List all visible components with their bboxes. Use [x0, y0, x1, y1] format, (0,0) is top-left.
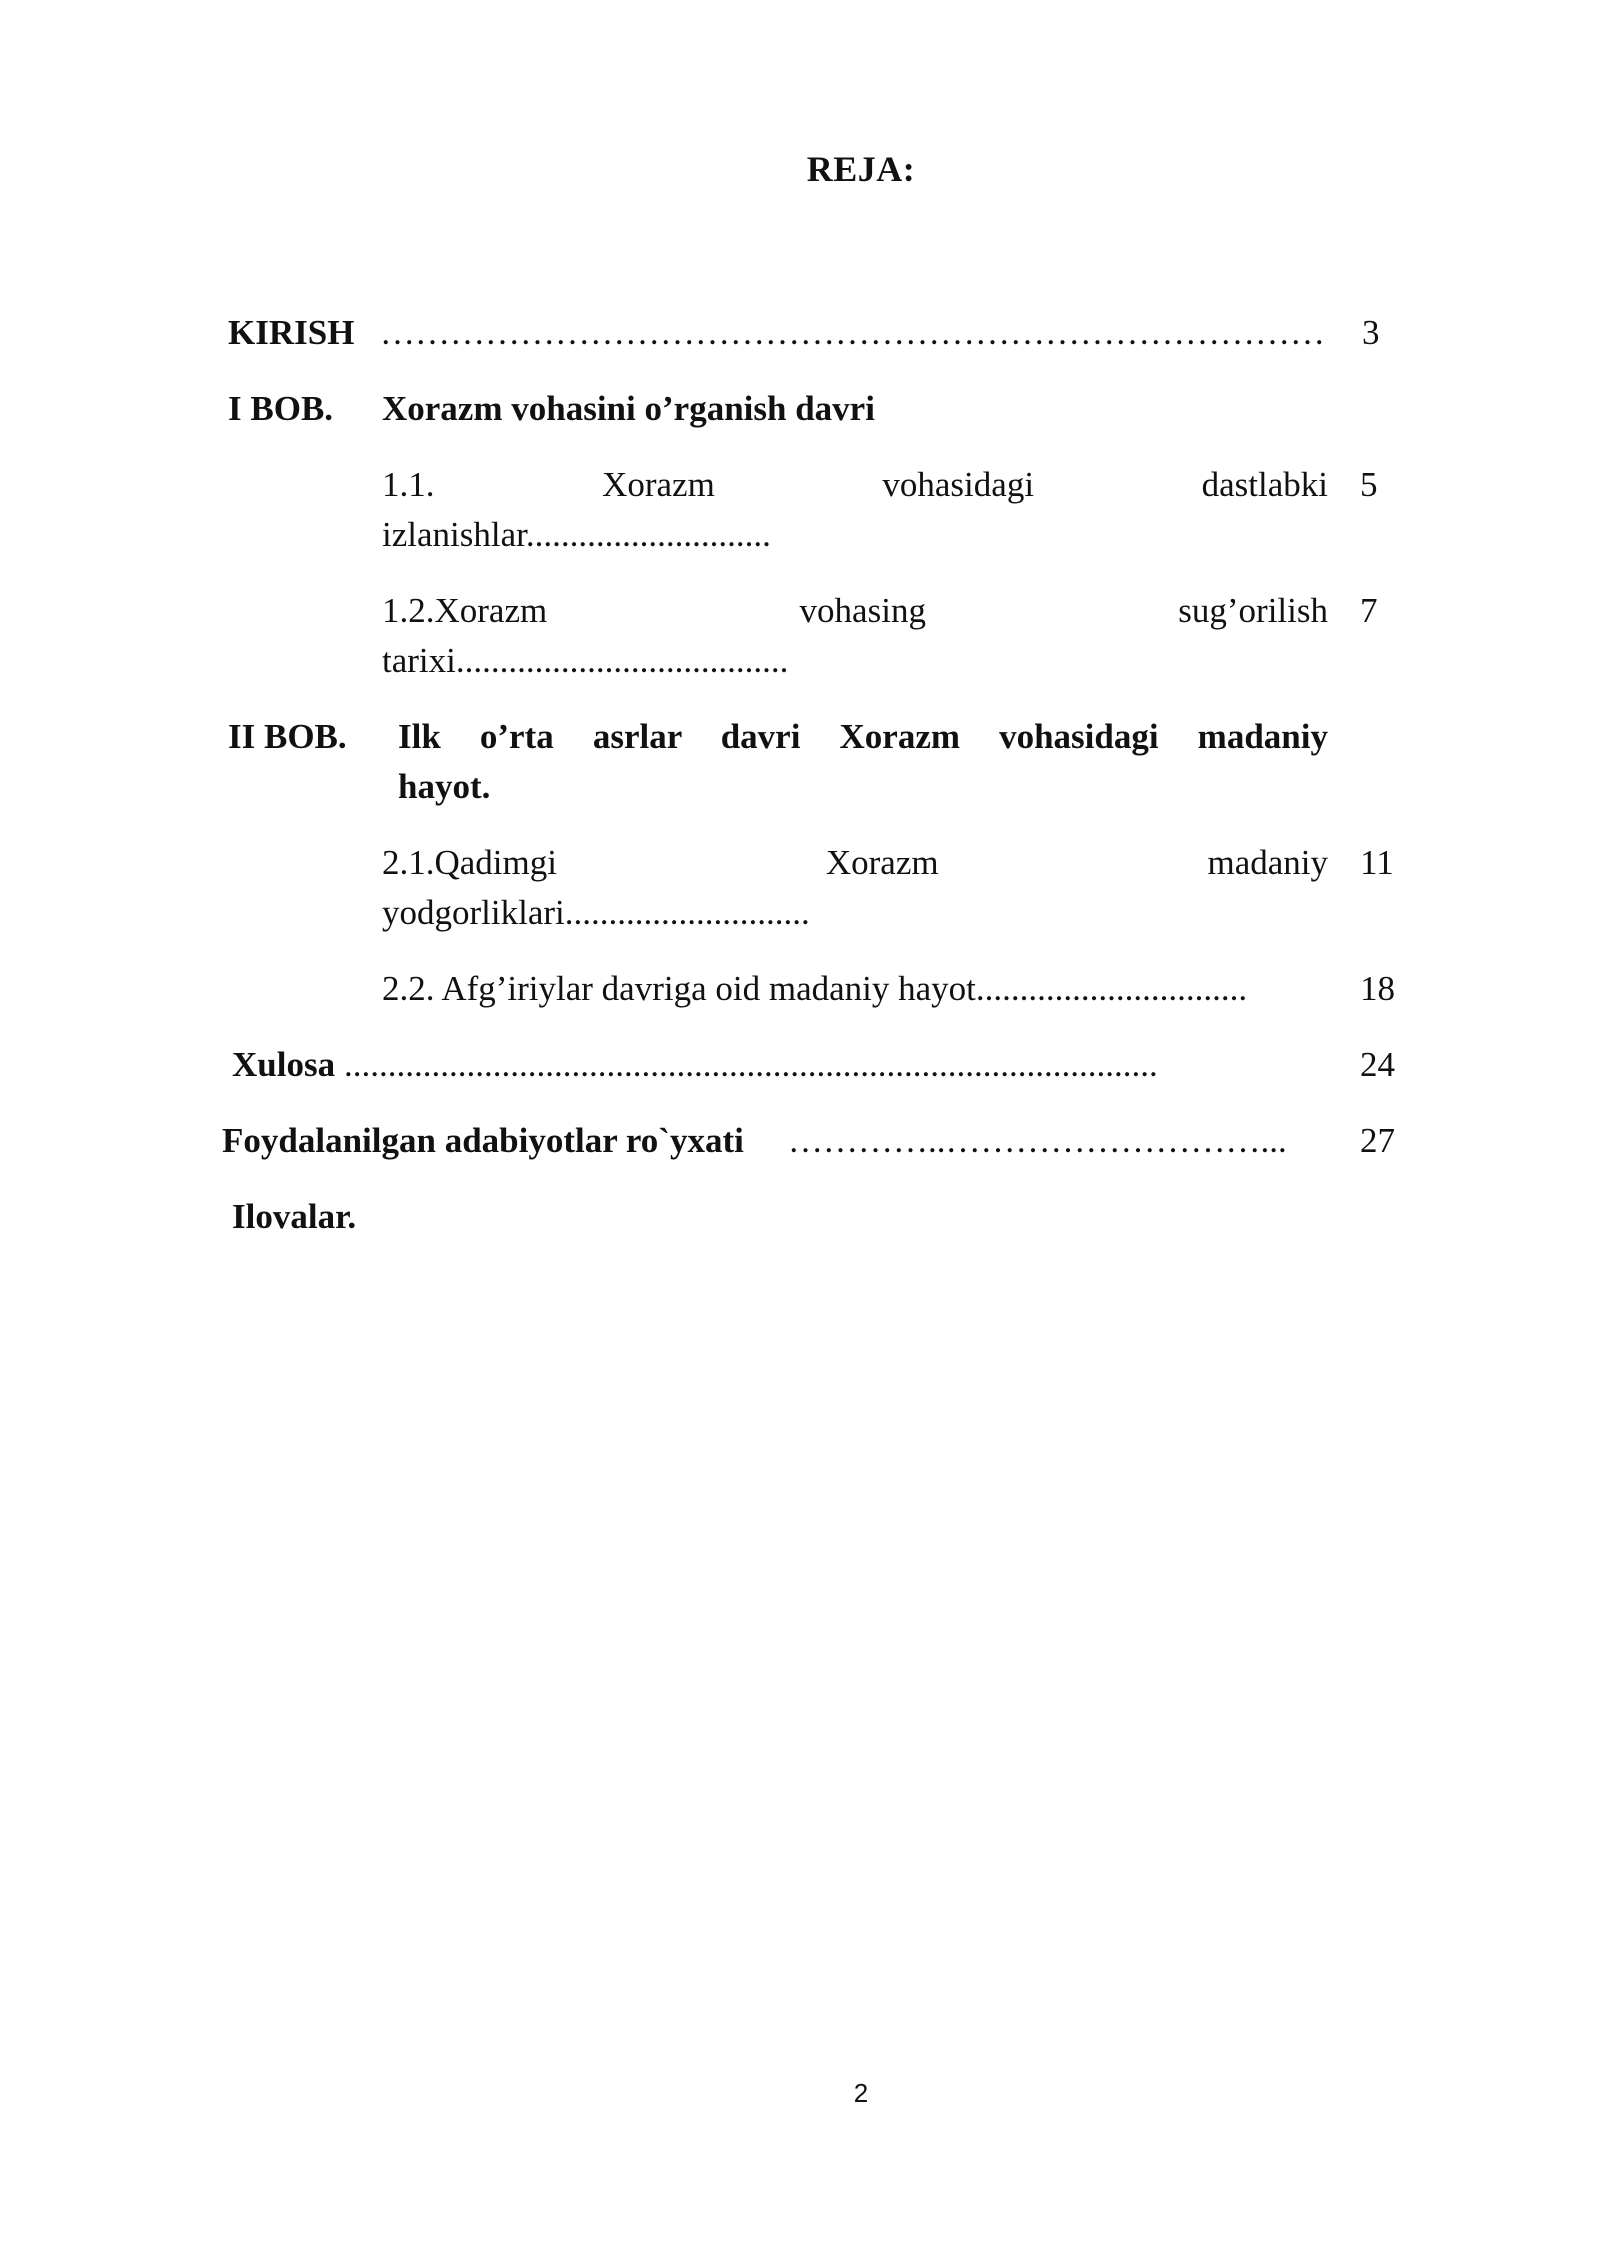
- page-title: REJA:: [806, 149, 916, 189]
- toc-section-1-1-line2: izlanishlar............................: [382, 515, 771, 554]
- page-number: 2: [853, 2078, 869, 2108]
- toc-chapter-1-label: I BOB.: [228, 389, 334, 428]
- toc-section-2-1-page: 11: [1360, 843, 1394, 882]
- toc-dots-adabiyotlar: …………..………………………...: [788, 1121, 1287, 1160]
- toc-section-2-2-text: 2.2. Afg’iriylar davriga oid madaniy hayot...............................: [382, 969, 1248, 1008]
- toc-label-ilovalar: Ilovalar.: [232, 1197, 357, 1236]
- toc-label-xulosa: Xulosa: [232, 1045, 336, 1084]
- toc-section-1-2-line1: 1.2.Xorazm vohasing sug’orilish: [382, 591, 1328, 630]
- toc-section-2-1-line2: yodgorliklari............................: [382, 893, 810, 932]
- toc-chapter-2-label: II BOB.: [228, 717, 347, 756]
- toc-section-1-1-line1: 1.1. Xorazm vohasidagi dastlabki: [382, 465, 1328, 504]
- toc-section-1-2-line2: tarixi......................................: [382, 641, 789, 680]
- toc-chapter-2-line1: Ilk o’rta asrlar davri Xorazm vohasidagi madaniy: [398, 717, 1328, 756]
- toc-label-kirish: KIRISH: [228, 313, 355, 352]
- toc-label-adabiyotlar: Foydalanilgan adabiyotlar ro`yxati: [222, 1121, 744, 1160]
- toc-page-adabiyotlar: 27: [1360, 1121, 1395, 1160]
- toc-section-2-1-line1: 2.1.Qadimgi Xorazm madaniy: [382, 843, 1328, 882]
- toc-page-xulosa: 24: [1360, 1045, 1395, 1084]
- toc-chapter-2-line2: hayot.: [398, 767, 491, 806]
- toc-dots-kirish: ………………………………………………………………………: [380, 313, 1325, 352]
- toc-section-1-1-page: 5: [1360, 465, 1378, 504]
- toc-dots-xulosa: .............................................................................................: [344, 1045, 1158, 1084]
- toc-page-kirish: 3: [1362, 313, 1380, 352]
- toc-chapter-1-title: Xorazm vohasini o’rganish davri: [382, 389, 875, 428]
- toc-section-2-2-page: 18: [1360, 969, 1395, 1008]
- toc-section-1-2-page: 7: [1360, 591, 1378, 630]
